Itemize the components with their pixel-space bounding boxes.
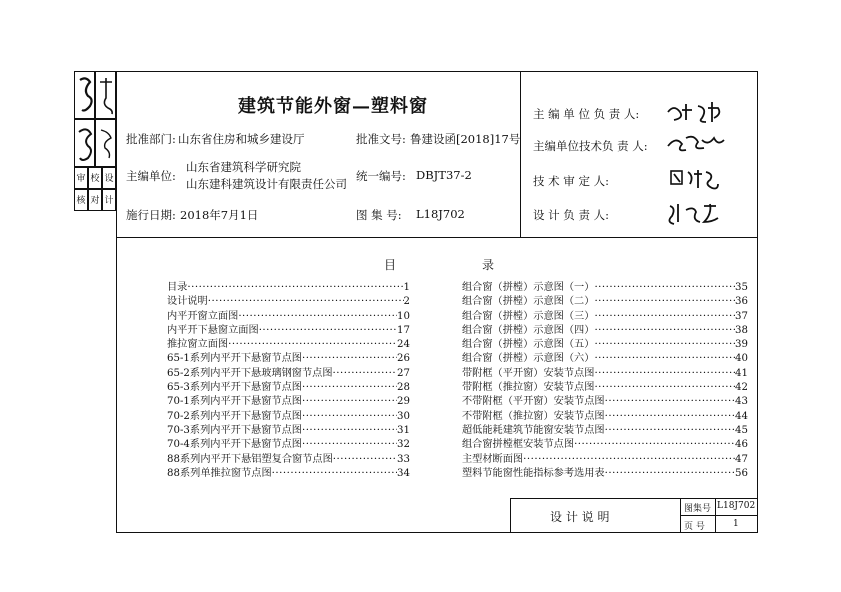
toc-entry-label: 组合窗（拼樘）示意图（三）	[462, 310, 595, 322]
toc-entry	[462, 467, 748, 481]
signoff-row-design-head: 设 计 负 责 人:	[533, 208, 609, 222]
approve-doc: 鲁建设函[2018]17号	[410, 132, 521, 146]
stamp-label-proof: 对	[88, 189, 102, 211]
toc-leader-dots	[302, 381, 397, 395]
toc-entry-label: 塑料节能窗性能指标参考选用表	[462, 467, 605, 479]
toc-entry-page: 39	[735, 339, 748, 351]
toc-entry	[167, 295, 410, 309]
toc-entry-label: 超低能耗建筑节能窗安装节点图	[462, 424, 605, 436]
toc-entry-page: 1	[403, 282, 410, 293]
toc-entry	[167, 281, 410, 295]
toc-leader-dots	[187, 281, 403, 295]
toc-entry-label: 组合窗拼樘框安装节点图	[462, 439, 575, 451]
toc-entry	[462, 410, 748, 424]
editor-1: 山东省建筑科学研究院	[186, 160, 301, 174]
toc-entry	[462, 424, 748, 438]
toc-entry-page: 17	[397, 324, 410, 336]
toc-entry-label: 70-3系列内平开下悬窗节点图	[167, 424, 302, 436]
toc-entry-page: 30	[397, 410, 410, 422]
signoff-row-tech-head: 主编单位技术负 责 人:	[533, 139, 648, 153]
toc-entry-label: 组合窗（拼樘）示意图（二）	[462, 296, 595, 308]
toc-leader-dots	[594, 310, 735, 324]
toc-entry-page: 26	[397, 353, 410, 365]
toc-entry-page: 46	[735, 439, 748, 451]
toc-leader-dots	[605, 424, 735, 438]
toc-entry	[462, 381, 748, 395]
toc-entry-label: 目录	[167, 282, 188, 293]
uniform-no: DBJT37-2	[416, 168, 472, 182]
toc-leader-dots	[302, 352, 397, 366]
toc-entry-label: 内平开下悬窗立面图	[167, 324, 259, 336]
atlas-no-label: 图 集 号:	[356, 208, 402, 222]
toc-entry	[167, 352, 410, 366]
toc-entry	[462, 310, 748, 324]
toc-entry-page: 56	[735, 467, 748, 479]
signature-mark	[75, 72, 96, 120]
toc-entry-page: 35	[735, 282, 748, 293]
stamp-sig-3	[74, 119, 95, 167]
toc-entry	[167, 324, 410, 338]
uniform-no-label: 统一编号:	[356, 169, 406, 183]
signoff-row-reviewer: 技 术 审 定 人:	[533, 174, 609, 188]
toc-entry-label: 组合窗（拼樘）示意图（四）	[462, 324, 595, 336]
toc-entry	[462, 352, 748, 366]
toc-right-column	[462, 281, 748, 481]
toc-leader-dots	[594, 324, 735, 338]
toc-entry	[462, 367, 748, 381]
toc-entry-label: 65-3系列内平开下悬窗节点图	[167, 382, 302, 394]
toc-entry-label: 带附框（平开窗）安装节点图	[462, 367, 595, 379]
toc-entry-page: 28	[397, 382, 410, 394]
toc-entry	[167, 453, 410, 467]
toc-entry-page: 41	[735, 367, 748, 379]
approve-doc-label: 批准文号:	[356, 132, 406, 146]
toc-leader-dots	[523, 453, 735, 467]
stamp-label-draft: 计	[102, 189, 116, 211]
stamp-label-review: 审	[74, 167, 88, 189]
footer-page-value: 1	[733, 519, 739, 529]
toc-leader-dots	[594, 295, 735, 309]
editor-2: 山东建科建筑设计有限责任公司	[186, 177, 347, 191]
toc-entry	[462, 438, 748, 452]
toc-entry-label: 内平开窗立面图	[167, 310, 239, 322]
toc-leader-dots	[302, 395, 397, 409]
toc-entry	[462, 324, 748, 338]
impl-date-label: 施行日期:	[126, 208, 176, 222]
toc-leader-dots	[605, 410, 735, 424]
signature-mark	[96, 120, 117, 168]
signature-reviewer	[668, 166, 748, 192]
toc-entry-page: 10	[397, 310, 410, 322]
toc-entry	[167, 395, 410, 409]
toc-entry-page: 42	[735, 382, 748, 394]
toc-leader-dots	[333, 367, 398, 381]
signature-mark	[96, 72, 117, 120]
approve-dept: 山东省住房和城乡建设厅	[178, 132, 305, 146]
toc-entry	[462, 281, 748, 295]
toc-entry	[462, 453, 748, 467]
toc-entry-label: 不带附框（平开窗）安装节点图	[462, 396, 605, 408]
signature-mark	[75, 120, 96, 168]
header-divider	[116, 237, 758, 238]
toc-entry-page: 2	[403, 296, 410, 308]
signature-tech-head	[664, 130, 744, 156]
toc-entry	[167, 381, 410, 395]
toc-entry-page: 37	[735, 310, 748, 322]
toc-leader-dots	[594, 352, 735, 366]
toc-entry-page: 33	[397, 453, 410, 465]
toc-leader-dots	[594, 381, 735, 395]
toc-entry-page: 38	[735, 324, 748, 336]
toc-leader-dots	[605, 395, 735, 409]
toc-entry-page: 45	[735, 424, 748, 436]
toc-leader-dots	[302, 438, 397, 452]
toc-entry-page: 47	[735, 453, 748, 465]
toc-entry-page: 29	[397, 396, 410, 408]
toc-left-column	[167, 281, 410, 481]
toc-entry-page: 32	[397, 439, 410, 451]
document-title: 建筑节能外窗—塑料窗	[238, 96, 428, 117]
toc-leader-dots	[594, 281, 735, 295]
signature-design-head	[664, 200, 744, 226]
toc-entry-page: 43	[735, 396, 748, 408]
toc-leader-dots	[208, 295, 404, 309]
toc-entry-page: 36	[735, 296, 748, 308]
toc-entry-label: 组合窗（拼樘）示意图（五）	[462, 339, 595, 351]
toc-entry-label: 88系列单推拉窗节点图	[167, 467, 272, 479]
stamp-label-check: 校	[88, 167, 102, 189]
toc-entry-label: 70-4系列内平开下悬窗节点图	[167, 439, 302, 451]
toc-leader-dots	[594, 338, 735, 352]
footer-left-divider	[510, 498, 511, 533]
stamp-sig-4	[95, 119, 116, 167]
toc-entry	[167, 410, 410, 424]
toc-leader-dots	[272, 467, 397, 481]
toc-entry-page: 27	[397, 367, 410, 379]
signoff-divider	[520, 71, 521, 237]
signoff-row-editor-head: 主 编 单 位 负 责 人:	[533, 107, 640, 121]
toc-entry-label: 组合窗（拼樘）示意图（一）	[462, 282, 595, 293]
toc-entry	[167, 310, 410, 324]
footer-row-divider	[680, 515, 758, 516]
toc-leader-dots	[574, 438, 735, 452]
toc-leader-dots	[605, 467, 735, 481]
toc-entry-label: 组合窗（拼樘）示意图（六）	[462, 353, 595, 365]
footer-divider	[510, 498, 758, 499]
stamp-label-design: 设	[102, 167, 116, 189]
toc-entry	[462, 395, 748, 409]
approval-stamp-column	[74, 71, 116, 211]
toc-entry	[462, 295, 748, 309]
stamp-sig-2	[95, 71, 116, 119]
signature-editor-head	[664, 98, 744, 124]
footer-atlas-label: 图集号	[684, 504, 712, 514]
toc-entry	[167, 424, 410, 438]
toc-leader-dots	[259, 324, 397, 338]
toc-heading-mu: 目	[384, 258, 397, 272]
toc-entry-label: 70-1系列内平开下悬窗节点图	[167, 396, 302, 408]
toc-entry-label: 65-2系列内平开下悬玻璃钢窗节点图	[167, 367, 333, 379]
toc-entry-page: 24	[397, 339, 410, 351]
toc-leader-dots	[302, 424, 397, 438]
toc-entry	[167, 338, 410, 352]
toc-entry-page: 44	[735, 410, 748, 422]
toc-entry-page: 40	[735, 353, 748, 365]
toc-entry-page: 34	[397, 467, 410, 479]
toc-entry-label: 主型材断面图	[462, 453, 524, 465]
toc-entry-label: 设计说明	[167, 296, 208, 308]
toc-entry-label: 推拉窗立面图	[167, 339, 229, 351]
toc-entry	[167, 438, 410, 452]
toc-heading-lu: 录	[482, 258, 495, 272]
toc-leader-dots	[302, 410, 397, 424]
toc-entry	[462, 338, 748, 352]
atlas-no: L18J702	[416, 207, 465, 221]
footer-page-label: 页 号	[684, 522, 705, 532]
toc-leader-dots	[228, 338, 397, 352]
stamp-sig-1	[74, 71, 95, 119]
toc-leader-dots	[594, 367, 735, 381]
stamp-label-verify: 核	[74, 189, 88, 211]
toc-entry	[167, 467, 410, 481]
toc-entry-label: 65-1系列内平开下悬窗节点图	[167, 353, 302, 365]
toc-entry-label: 带附框（推拉窗）安装节点图	[462, 382, 595, 394]
toc-entry-label: 88系列内平开下悬铝塑复合窗节点图	[167, 453, 333, 465]
toc-entry-page: 31	[397, 424, 410, 436]
footer-atlas-value: L18J702	[717, 501, 756, 511]
impl-date: 2018年7月1日	[180, 208, 259, 222]
toc-leader-dots	[333, 453, 397, 467]
toc-entry	[167, 367, 410, 381]
editor-label: 主编单位:	[126, 169, 176, 183]
sheet-title: 设 计 说 明	[550, 510, 610, 524]
toc-entry-label: 不带附框（推拉窗）安装节点图	[462, 410, 605, 422]
toc-entry-label: 70-2系列内平开下悬窗节点图	[167, 410, 302, 422]
toc-leader-dots	[238, 310, 397, 324]
approve-dept-label: 批准部门:	[126, 132, 176, 146]
